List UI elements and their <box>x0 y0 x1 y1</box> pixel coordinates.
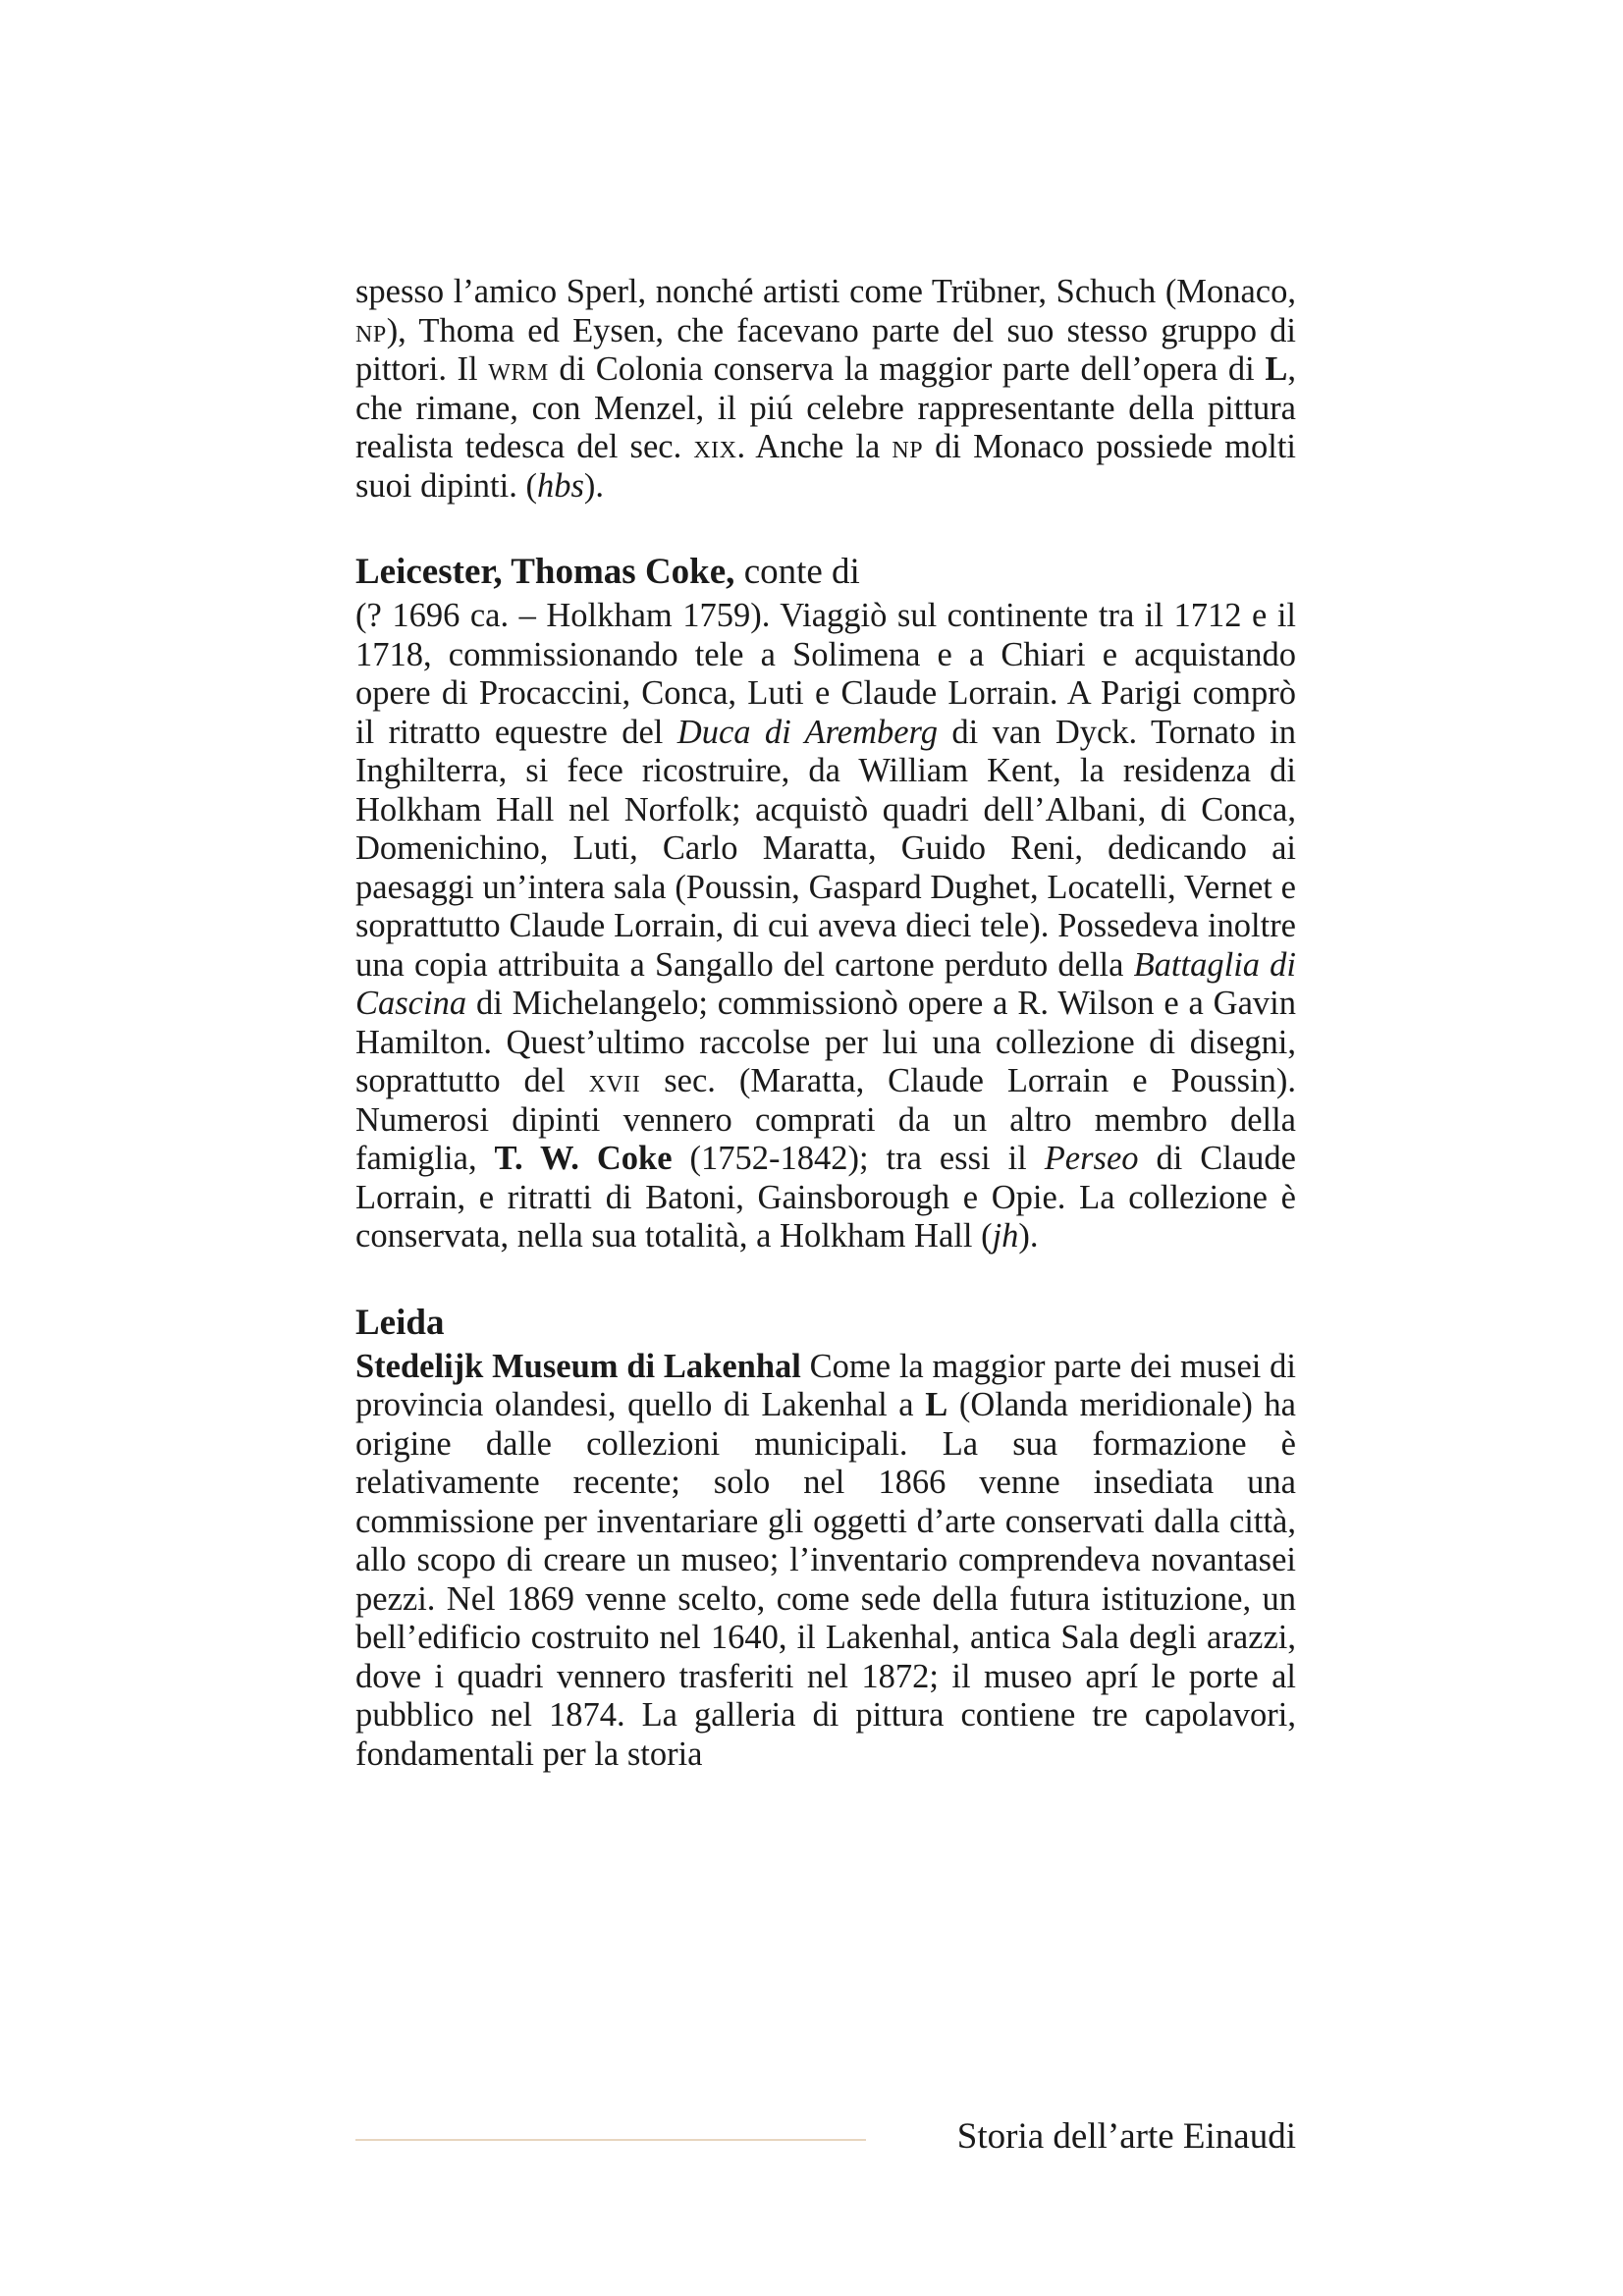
artwork-title: Battaglia di Cascina <box>355 945 1297 1022</box>
entry-abbrev: L <box>1265 350 1288 388</box>
entry-abbrev: L <box>925 1386 948 1423</box>
article-leicester-paragraph: (? 1696 ca. – Holkham 1759). Viaggiò sul continente tra il 1712 e il 1718, commissionando tele a Solimena e a Chiari e acquistando opere di Procaccini, Conca, Luti e Claude Lorrain. A Parigi comprò il ritratto equestre del Duca di Aremberg di van Dyck. Tornato in Inghilterra, si fece ricostruire, da William Kent, la residenza di Holkham Hall nel Norfolk; acquistò quadri dell’Albani, di Conca, Domenichino, Luti, Carlo Maratta, Guido Reni, dedicando ai paesaggi un’intera sala (Poussin, Gaspard Dughet, Locatelli, Vernet e soprattutto Claude Lorrain, di cui aveva dieci tele). Possedeva inoltre una copia attribuita a Sangallo del cartone perduto della Battaglia di Cascina di Michelangelo; commissionò opere a R. Wilson e a Gavin Hamilton. Quest’ultimo raccolse per lui una collezione di disegni, soprattutto del xvii sec. (Maratta, Claude Lorrain e Poussin). Numerosi dipinti vennero comprati da un altro membro della famiglia, T. W. Coke (1752-1842); tra essi il Perseo di Claude Lorrain, e ritratti di Batoni, Gainsborough e Opie. La collezione è conservata, nella sua totalità, a Holkham Hall (jh). <box>355 597 1297 1255</box>
article-sperl-paragraph: spesso l’amico Sperl, nonché artisti come Trübner, Schuch (Monaco, np), Thoma ed Eysen, che facevano parte del suo stesso gruppo di pittori. Il wrm di Colonia conserva la maggior parte dell’opera di L, che rimane, con Menzel, il piú celebre rappresentante della pittura realista tedesca del sec. xix. Anche la np di Monaco possiede molti suoi dipinti. (hbs). <box>355 273 1296 505</box>
author-initials: hbs <box>536 466 584 505</box>
article-leida-paragraph: Stedelijk Museum di Lakenhal Come la maggior parte dei musei di provincia olandesi, quello di Lakenhal a L (Olanda meridionale) ha origine dalle collezioni municipali. La sua formazione è relativamente recente; solo nel 1866 venne insediata una commissione per inventariare gli oggetti d’arte conservati dalla città, allo scopo di creare un museo; l’inventario comprendeva novantasei pezzi. Nel 1869 venne scelto, come sede della futura istituzione, un bell’edificio costruito nel 1640, il Lakenhal, antica Sala degli arazzi, dove i quadri vennero trasferiti nel 1872; il museo aprí le porte al pubblico nel 1874. La galleria di pittura contiene tre capolavori, fondamentali per la storia <box>355 1347 1296 1773</box>
footer-publisher: Storia dell’arte Einaudi <box>956 2116 1296 2157</box>
entry-heading-leida: Leida <box>355 1302 445 1343</box>
abbr-np: np <box>355 311 387 349</box>
author-initials: jh <box>992 1217 1019 1255</box>
artwork-title: Duca di Aremberg <box>676 713 938 751</box>
century-numeral: xvii <box>588 1062 641 1099</box>
artwork-title: Perseo <box>1044 1140 1139 1177</box>
person-name-bold: T. W. Coke <box>494 1140 673 1177</box>
museum-name: Stedelijk Museum di Lakenhal <box>355 1347 801 1385</box>
century-numeral: xix <box>693 428 737 465</box>
text-column <box>355 273 1296 1774</box>
abbr-np: np <box>892 428 924 465</box>
abbr-wrm: wrm <box>488 350 549 388</box>
footer-rule <box>355 2139 866 2141</box>
entry-heading-leicester: Leicester, Thomas Coke, conte di <box>355 552 860 592</box>
